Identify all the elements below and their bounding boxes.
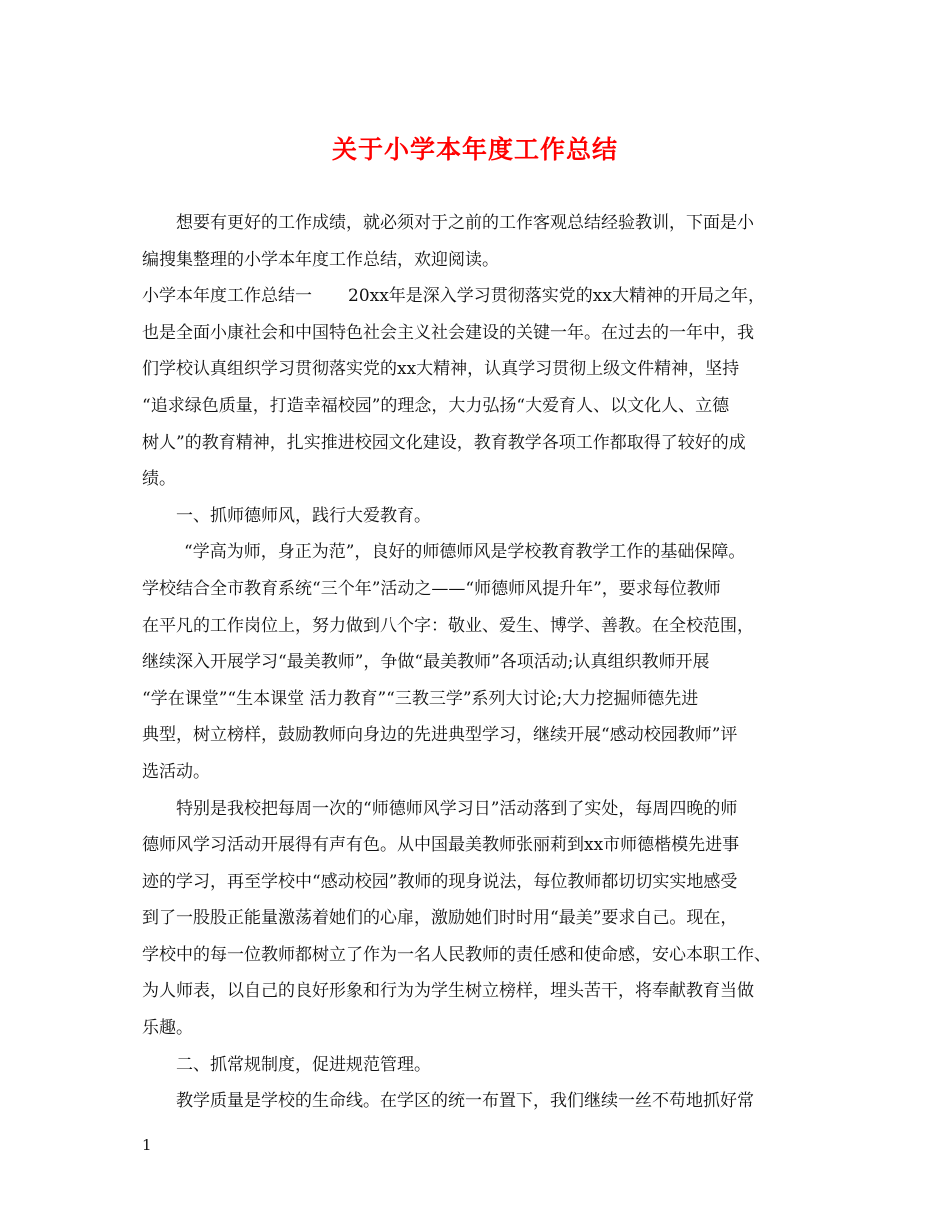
section-heading: 一、抓师德师风，践行大爱教育。 [176,505,431,526]
section-heading: 二、抓常规制度，促进规范管理。 [176,1054,431,1075]
document-title: 关于小学本年度工作总结 [331,135,618,164]
paragraph-line: 学校结合全市教育系统“三个年”活动之——“师德师风提升年”，要求每位教师 [142,578,721,599]
document-body [142,205,822,1120]
paragraph-line: 典型，树立榜样，鼓励教师向身边的先进典型学习，继续开展“感动校园教师”评 [142,725,738,746]
paragraph-line: 编搜集整理的小学本年度工作总结，欢迎阅读。 [142,249,499,270]
paragraph-line: 选活动。 [142,761,210,782]
paragraph-line: 教学质量是学校的生命线。在学区的统一布置下，我们继续一丝不苟地抓好常 [176,1091,754,1112]
paragraph-line: 树人”的教育精神，扎实推进校园文化建设，教育教学各项工作都取得了较好的成 [142,432,746,453]
paragraph-line: 想要有更好的工作成绩，就必须对于之前的工作客观总结经验教训，下面是小 [176,213,754,233]
paragraph-line: “追求绿色质量，打造幸福校园”的理念，大力弘扬“大爱育人、以文化人、立德 [142,395,730,416]
paragraph-line: 为人师表，以自己的良好形象和行为为学生树立榜样，埋头苦干，将奉献教育当做 [142,981,754,1002]
paragraph-line: 迹的学习，再至学校中“感动校园”教师的现身说法，每位教师都切切实实地感受 [142,871,738,892]
section-label: 小学本年度工作总结一 [142,286,312,307]
paragraph-line: “学在课堂”“生本课堂 活力教育”“三教三学”系列大讨论;大力挖掘师德先进 [142,688,699,709]
paragraph-line: “学高为师，身正为范”，良好的师德师风是学校教育教学工作的基础保障。 [184,542,746,563]
paragraph-line: 也是全面小康社会和中国特色社会主义社会建设的关键一年。在过去的一年中，我 [142,322,754,343]
paragraph-text: 20xx年是深入学习贯彻落实党的xx大精神的开局之年， [348,286,765,307]
paragraph-line: 特别是我校把每周一次的“师德师风学习日”活动落到了实处，每周四晚的师 [176,798,738,819]
paragraph-line: 继续深入开展学习“最美教师”，争做“最美教师”各项活动;认真组织教师开展 [142,652,710,673]
page-number: 1 [142,1136,152,1154]
paragraph-line: 到了一股股正能量激荡着她们的心扉，激励她们时时用“最美”要求自己。现在， [142,908,738,929]
paragraph-line: 德师风学习活动开展得有声有色。从中国最美教师张丽莉到xx市师德楷模先进事 [142,835,740,856]
paragraph-line: 学校中的每一位教师都树立了作为一名人民教师的责任感和使命感，安心本职工作、 [142,944,771,965]
paragraph-line: 乐趣。 [142,1018,193,1039]
paragraph-line: 们学校认真组织学习贯彻落实党的xx大精神，认真学习贯彻上级文件精神，坚持 [142,359,740,380]
paragraph-line: 绩。 [142,469,176,490]
paragraph-line: 在平凡的工作岗位上，努力做到八个字：敬业、爱生、博学、善教。在全校范围， [142,615,754,636]
section-heading-line [142,278,822,315]
